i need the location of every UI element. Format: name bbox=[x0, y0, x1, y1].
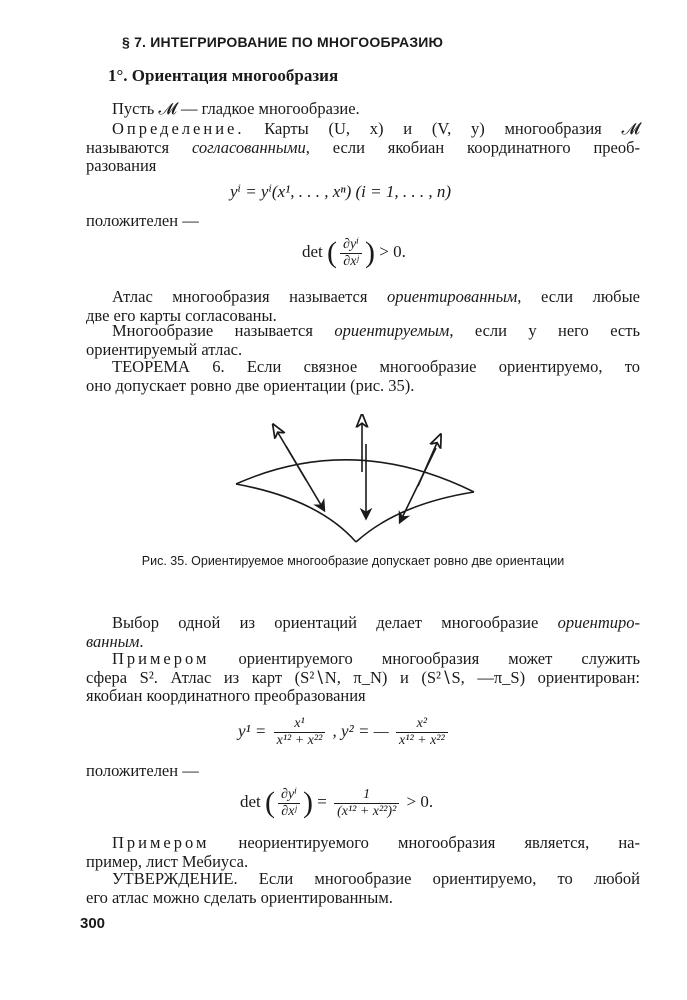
det2-denominator: ∂xʲ bbox=[281, 803, 297, 819]
det2-numerator: ∂yⁱ bbox=[278, 787, 300, 804]
definition-line1: Карты (U, x) и (V, y) многообразия 𝓜 bbox=[264, 119, 641, 138]
f2-den1: x¹² + x²² bbox=[276, 733, 323, 748]
f2-num2: x² bbox=[396, 716, 448, 733]
section-title: § 7. ИНТЕГРИРОВАНИЕ ПО МНОГООБРАЗИЮ bbox=[122, 34, 444, 50]
theorem-line1: ТЕОРЕМА 6. Если связное многообразие ориентируемо, то bbox=[112, 357, 640, 376]
det1-rhs: > 0. bbox=[379, 241, 406, 261]
nonorient-line1: неориентируемого многообразия является, на- bbox=[238, 833, 640, 852]
claim-line1: УТВЕРЖДЕНИЕ. Если многообразие ориентируемо, то любой bbox=[112, 869, 640, 888]
definition-line2a: называются bbox=[86, 137, 170, 157]
choice-text-a: Выбор одной из ориентаций делает многообразие bbox=[112, 613, 539, 632]
normal-left-up bbox=[274, 426, 306, 480]
example-line1: ориентируемого многообразия может служить bbox=[238, 649, 640, 668]
f2-den2: x¹² + x²² bbox=[399, 733, 445, 748]
definition-line3: разования bbox=[86, 156, 157, 175]
paragraph-choice bbox=[86, 614, 640, 651]
term-oriented-2: ванным bbox=[86, 631, 140, 651]
formula-sphere-transition bbox=[238, 716, 451, 749]
paragraph-atlas bbox=[86, 288, 640, 325]
term-oriented-1: ориентиро- bbox=[557, 613, 641, 632]
formula-det-1: det ( $\frac{\text{∂yⁱ}}{\text{∂xʲ}}$ ) > 0. bbox=[302, 236, 406, 269]
det2-eq: = bbox=[317, 791, 327, 811]
nonorient-word: Примером bbox=[112, 833, 210, 852]
definition-word: Определение. bbox=[112, 119, 245, 138]
det2-frac-num: 1 bbox=[334, 787, 399, 804]
paragraph-claim bbox=[86, 870, 640, 907]
subsection-title: 1°. Ориентация многообразия bbox=[108, 66, 339, 85]
formula-coordinate-change: yⁱ = yⁱ(x¹, . . . , xⁿ) (i = 1, . . . , n) bbox=[230, 182, 452, 201]
det2-rhs: > 0. bbox=[406, 791, 434, 811]
paragraph-let bbox=[86, 100, 640, 119]
atlas-text-a: Атлас многообразия называется bbox=[112, 287, 368, 306]
det1-numerator: ∂yⁱ bbox=[340, 237, 362, 254]
nonorient-line2: пример, лист Мебиуса. bbox=[86, 851, 249, 871]
f2-num1: x¹ bbox=[274, 716, 326, 733]
surface-top-curve bbox=[236, 460, 474, 492]
orientable-line2: ориентируемый атлас. bbox=[86, 339, 243, 359]
claim-line2: его атлас можно сделать ориентированным. bbox=[86, 887, 393, 907]
positive-text-1: положителен — bbox=[86, 211, 199, 230]
normal-right-down bbox=[400, 448, 436, 522]
det2-frac-den: (x¹² + x²²)² bbox=[337, 803, 397, 819]
orientable-text-b: , если у него есть bbox=[449, 321, 640, 340]
atlas-line2: две его карты согласованы. bbox=[86, 305, 277, 325]
term-oriented: ориентированным bbox=[386, 287, 518, 306]
example-word: Примером bbox=[112, 649, 210, 668]
paragraph-definition bbox=[86, 120, 640, 176]
example-line3: якобиан координатного преобразования bbox=[86, 686, 366, 705]
f2-separator: , y² = — bbox=[332, 721, 389, 741]
paragraph-orientable bbox=[86, 322, 640, 359]
term-consistent: согласованными bbox=[191, 137, 306, 157]
surface-left-edge bbox=[236, 484, 356, 542]
theorem-line2: оно допускает ровно две ориентации (рис. 35). bbox=[86, 375, 415, 395]
term-orientable: ориентируемым bbox=[334, 321, 450, 340]
formula-det-2: det ( $\frac{\text{∂yⁱ}}{\text{∂xʲ}}$ ) = $\frac{1}{\text{(x¹² + x²²)²}}$ > 0. bbox=[240, 786, 434, 819]
page-number: 300 bbox=[80, 915, 106, 932]
paragraph-mobius bbox=[86, 834, 640, 871]
choice-end: . bbox=[139, 631, 144, 651]
atlas-text-b: , если любые bbox=[517, 287, 640, 306]
paragraph-example-sphere bbox=[86, 650, 640, 706]
positive-text-2: положителен — bbox=[86, 761, 199, 780]
det-word-1: det bbox=[302, 241, 323, 261]
figure-caption: Рис. 35. Ориентируемое многообразие допускает ровно две ориентации bbox=[141, 554, 565, 568]
orientable-text-a: Многообразие называется bbox=[112, 321, 313, 340]
example-line2: сфера S². Атлас из карт (S²∖N, π_N) и (S²∖S, —π_S) ориентирован: bbox=[86, 667, 640, 687]
surface-right-edge bbox=[356, 492, 474, 542]
definition-line2b: , если якобиан координатного преоб- bbox=[305, 137, 641, 157]
paragraph-theorem bbox=[86, 358, 640, 395]
det-word-2: det bbox=[240, 791, 261, 811]
paragraph-let-text: Пусть 𝓜 — гладкое многообразие. bbox=[112, 99, 360, 118]
det1-denominator: ∂xʲ bbox=[343, 253, 359, 269]
f2-y1: y¹ = bbox=[238, 721, 267, 741]
figure-orientable-surface bbox=[228, 414, 488, 550]
